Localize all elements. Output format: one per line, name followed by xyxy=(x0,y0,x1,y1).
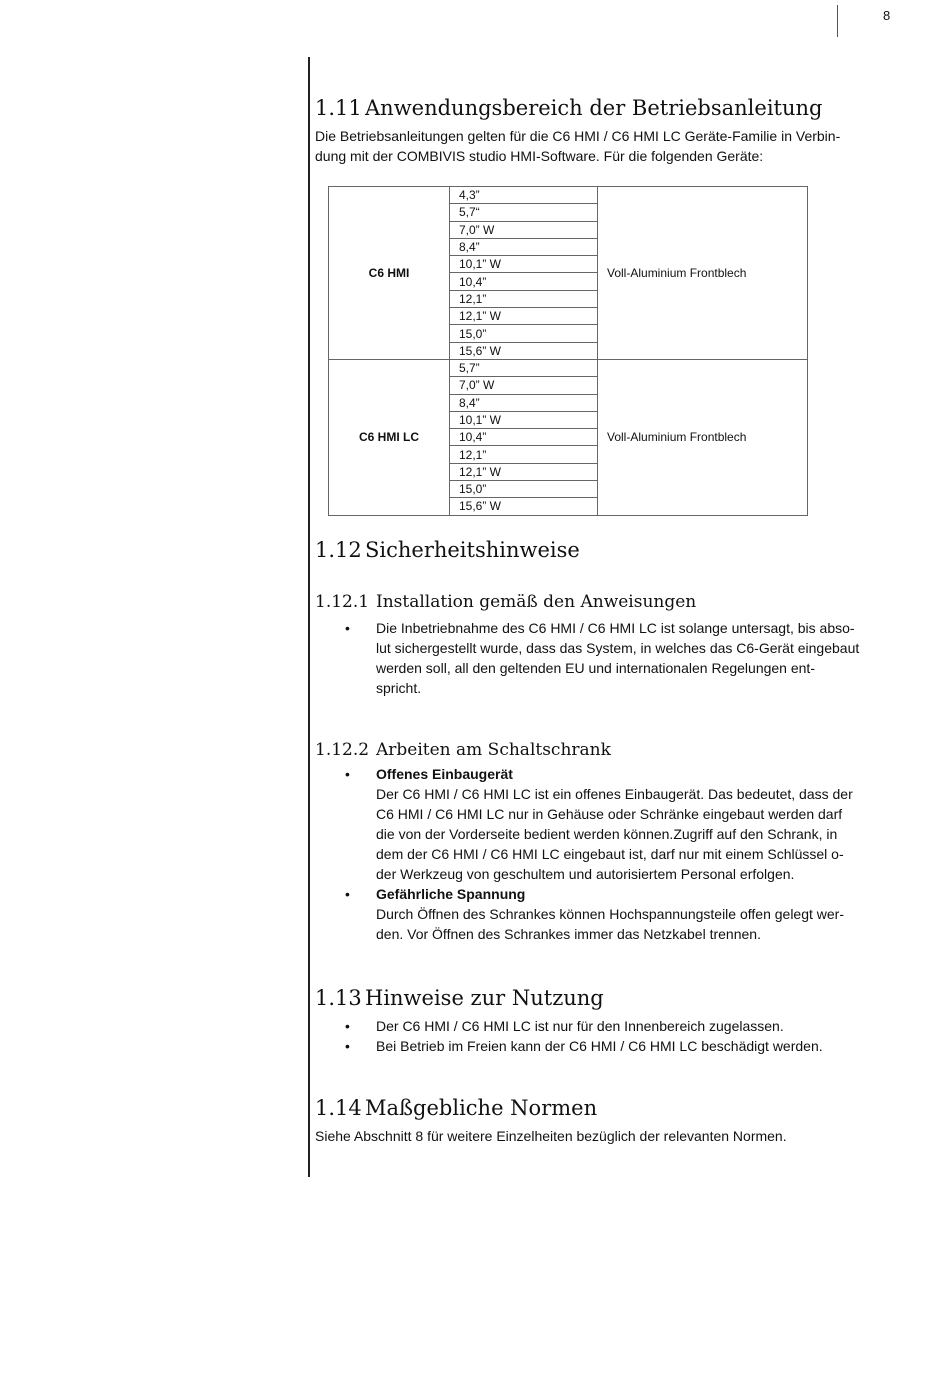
section-heading-1-14: 1.14 Maßgebliche Normen xyxy=(315,1095,598,1120)
device-size: 10,4” xyxy=(450,429,598,446)
usage-list xyxy=(315,1016,895,1056)
device-size: 12,1” xyxy=(450,290,598,307)
device-size: 8,4” xyxy=(450,394,598,411)
device-size: 4,3” xyxy=(450,187,598,204)
margin-rule xyxy=(308,57,310,1177)
device-size: 15,6” W xyxy=(450,498,598,515)
section-heading-1-13: 1.13 Hinweise zur Nutzung xyxy=(315,985,604,1010)
list-item: • Offenes Einbaugerät Der C6 HMI / C6 HMI LC ist ein offenes Einbaugerät. Das bedeutet, dass der C6 HMI / C6 HMI LC nur in Gehäuse oder Schränke eingebaut werden darf die von der Vorderseite bedient werden können.Zugriff auf den Schrank, in dem der C6 HMI / C6 HMI LC eingebaut ist, darf nur mit einem Schlüssel o- der Werkzeug von geschultem und autorisiertem Personal erfolgen. xyxy=(345,765,853,882)
device-size: 5,7“ xyxy=(450,204,598,221)
list-item: • Die Inbetriebnahme des C6 HMI / C6 HMI LC ist solange untersagt, bis abso- lut sichergestellt wurde, dass das System, in welches das C6-Gerät eingebaut werden soll, all den geltenden EU und internationalen Regelungen ent- spricht. xyxy=(345,619,860,696)
table-row xyxy=(329,187,808,204)
device-size: 15,6” W xyxy=(450,342,598,359)
device-size: 15,0” xyxy=(450,481,598,498)
section-heading-1-12-1: 1.12.1 Installation gemäß den Anweisungen xyxy=(315,591,697,612)
list-item: • Bei Betrieb im Freien kann der C6 HMI / C6 HMI LC beschädigt werden. xyxy=(345,1037,823,1054)
device-material: Voll-Aluminium Frontblech xyxy=(598,359,808,515)
device-group-name: C6 HMI LC xyxy=(329,359,450,515)
section-heading-1-11: 1.11 Anwendungsbereich der Betriebsanleitung xyxy=(315,96,823,120)
device-size: 10,1” W xyxy=(450,256,598,273)
cabinet-list xyxy=(315,764,895,944)
section-1-11-line-1: Die Betriebsanleitungen gelten für die C6 HMI / C6 HMI LC Geräte-Familie in Verbin- xyxy=(315,128,841,144)
header-divider xyxy=(837,5,838,37)
device-size: 10,4” xyxy=(450,273,598,290)
device-size: 12,1” W xyxy=(450,308,598,325)
device-size: 5,7” xyxy=(450,359,598,376)
device-group-name: C6 HMI xyxy=(329,187,450,360)
list-item: • Gefährliche Spannung Durch Öffnen des Schrankes können Hochspannungsteile offen gelegt wer- den. Vor Öffnen des Schrankes immer das Netzkabel trennen. xyxy=(345,885,845,942)
device-size: 12,1” xyxy=(450,446,598,463)
device-size: 15,0” xyxy=(450,325,598,342)
device-size: 8,4” xyxy=(450,238,598,255)
list-item: • Der C6 HMI / C6 HMI LC ist nur für den Innenbereich zugelassen. xyxy=(345,1017,784,1034)
device-table xyxy=(328,186,808,516)
installation-list xyxy=(315,618,895,698)
section-1-14-text: Siehe Abschnitt 8 für weitere Einzelheiten bezüglich der relevanten Normen. xyxy=(315,1127,787,1144)
device-size: 10,1” W xyxy=(450,411,598,428)
device-size: 12,1” W xyxy=(450,463,598,480)
table-row xyxy=(329,359,808,376)
device-size: 7,0” W xyxy=(450,377,598,394)
section-heading-1-12-2: 1.12.2 Arbeiten am Schaltschrank xyxy=(315,739,611,760)
section-1-11-line-2: dung mit der COMBIVIS studio HMI-Software. Für die folgenden Geräte: xyxy=(315,148,764,164)
page-content xyxy=(315,94,895,1146)
section-heading-1-12: 1.12 Sicherheitshinweise xyxy=(315,537,580,562)
page-number: 8 xyxy=(883,8,891,23)
device-size: 7,0” W xyxy=(450,221,598,238)
device-material: Voll-Aluminium Frontblech xyxy=(598,187,808,360)
